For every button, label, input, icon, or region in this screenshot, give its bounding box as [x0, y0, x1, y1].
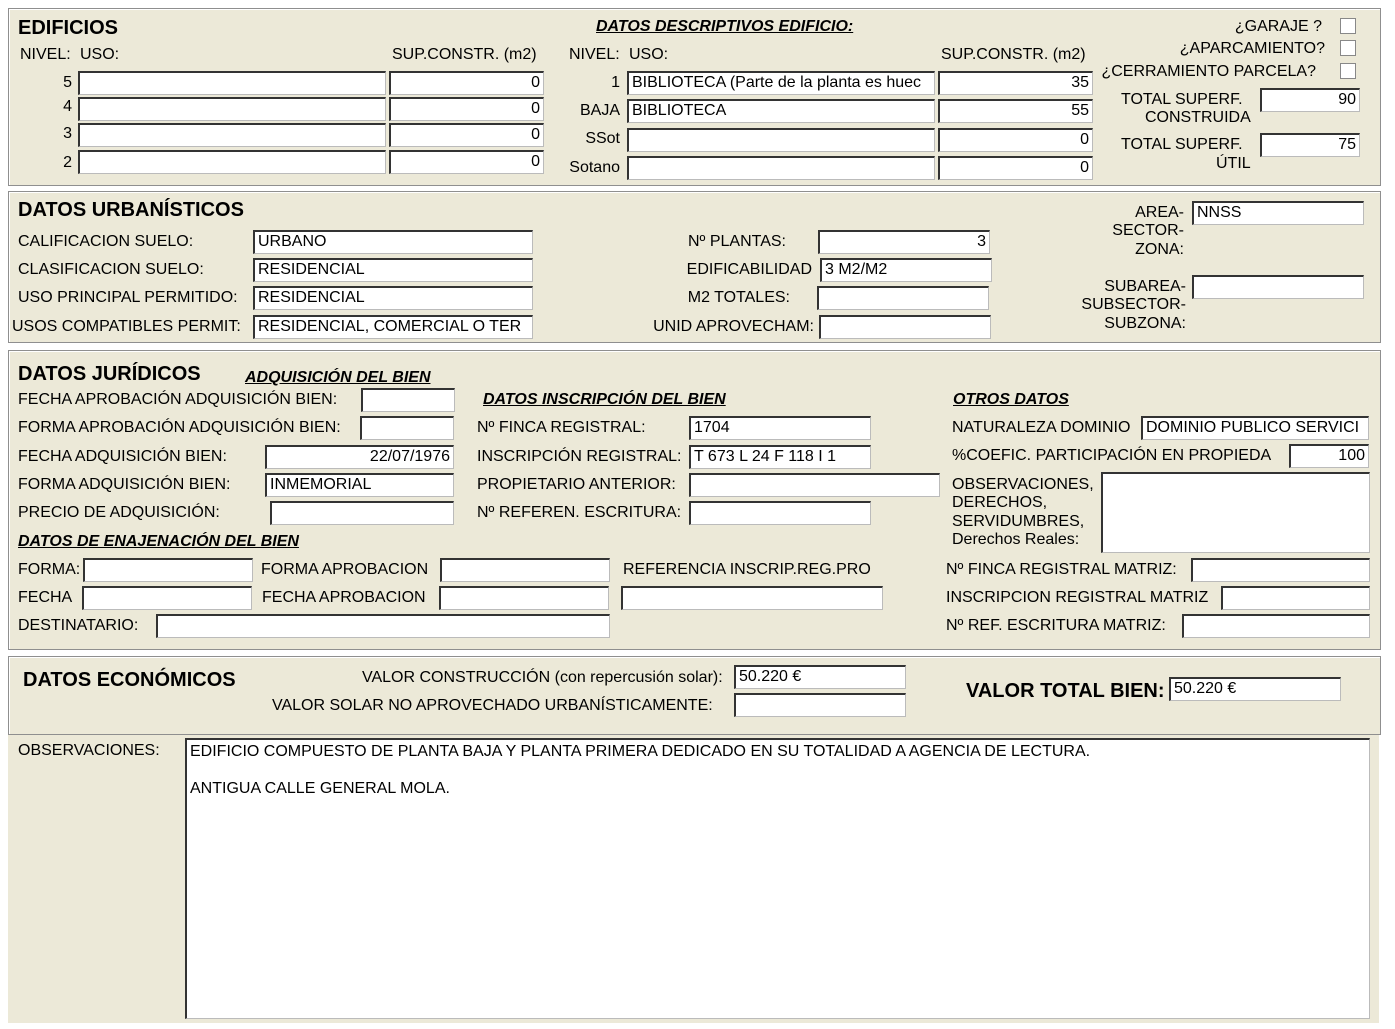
- naturaleza-label: NATURALEZA DOMINIO: [952, 419, 1131, 436]
- forma-aprob-field[interactable]: [360, 416, 454, 440]
- sup-field[interactable]: 0: [389, 150, 544, 174]
- valor-solar-field[interactable]: [734, 693, 906, 717]
- obs-juridicas-label-3: SERVIDUMBRES,: [952, 513, 1085, 530]
- nivel-label: 2: [63, 154, 72, 171]
- calificacion-field[interactable]: URBANO: [253, 230, 533, 254]
- m2-totales-label: M2 TOTALES:: [687, 289, 790, 306]
- uso-field[interactable]: BIBLIOTECA (Parte de la planta es huec: [627, 71, 935, 95]
- total-construida-label-1: TOTAL SUPERF.: [1121, 91, 1243, 108]
- forma-aprobacion-label: FORMA APROBACION: [261, 561, 429, 578]
- sup-field[interactable]: 55: [938, 99, 1093, 123]
- total-util-field[interactable]: 75: [1260, 133, 1360, 157]
- fecha-aprobacion-field[interactable]: [439, 586, 609, 610]
- total-construida-field[interactable]: 90: [1260, 88, 1360, 112]
- precio-field[interactable]: [270, 501, 454, 525]
- uso-field[interactable]: [78, 123, 386, 147]
- sup-field[interactable]: 0: [938, 128, 1093, 152]
- nivel-label: 4: [63, 98, 72, 115]
- uso-header-left: USO:: [80, 46, 120, 63]
- ref-inscrip-label: REFERENCIA INSCRIP.REG.PRO: [623, 561, 871, 578]
- forma-aprob-label: FORMA APROBACIÓN ADQUISICIÓN BIEN:: [18, 419, 341, 436]
- juridicos-title: DATOS JURÍDICOS: [18, 363, 201, 385]
- economicos-title: DATOS ECONÓMICOS: [23, 669, 236, 691]
- cerramiento-checkbox[interactable]: [1340, 63, 1356, 79]
- edificabilidad-field[interactable]: 3 M2/M2: [820, 258, 992, 282]
- ref-matriz-label: Nº REF. ESCRITURA MATRIZ:: [946, 617, 1166, 634]
- nivel-header-left: NIVEL:: [20, 46, 71, 63]
- valor-construccion-field[interactable]: 50.220 €: [734, 665, 906, 689]
- sup-field[interactable]: 0: [389, 123, 544, 147]
- sup-field[interactable]: 35: [938, 71, 1093, 95]
- uso-field[interactable]: [78, 71, 386, 95]
- total-construida-label-2: CONSTRUIDA: [1145, 109, 1251, 126]
- total-util-label-2: ÚTIL: [1216, 155, 1251, 172]
- forma-aprobacion-field[interactable]: [440, 558, 610, 582]
- sup-header-right: SUP.CONSTR. (m2): [941, 46, 1086, 63]
- sup-field[interactable]: 0: [938, 156, 1093, 180]
- plantas-label: Nº PLANTAS:: [687, 233, 786, 250]
- obs-juridicas-label-1: OBSERVACIONES,: [952, 476, 1094, 493]
- valor-solar-label: VALOR SOLAR NO APROVECHADO URBANÍSTICAMENTE:: [272, 697, 713, 714]
- finca-label: Nº FINCA REGISTRAL:: [477, 419, 646, 436]
- m2-totales-field[interactable]: [817, 286, 989, 310]
- uso-field[interactable]: [627, 156, 935, 180]
- observaciones-label: OBSERVACIONES:: [18, 742, 160, 759]
- enajenacion-title: DATOS DE ENAJENACIÓN DEL BIEN: [18, 533, 299, 550]
- destinatario-label: DESTINATARIO:: [18, 617, 139, 634]
- subarea-label-1: SUBAREA-: [1104, 278, 1186, 295]
- nivel-label: SSot: [585, 130, 620, 147]
- total-util-label-1: TOTAL SUPERF.: [1121, 136, 1243, 153]
- fecha-adq-field[interactable]: 22/07/1976: [265, 445, 454, 469]
- nivel-label: BAJA: [579, 102, 620, 119]
- fecha-aprob-label: FECHA APROBACIÓN ADQUISICIÓN BIEN:: [18, 391, 338, 408]
- uso-field[interactable]: BIBLIOTECA: [627, 99, 935, 123]
- nivel-label: 1: [611, 74, 620, 91]
- coefic-field[interactable]: 100: [1289, 444, 1369, 468]
- uso-field[interactable]: [78, 150, 386, 174]
- unid-aprovecham-label: UNID APROVECHAM:: [653, 318, 814, 335]
- valor-construccion-label: VALOR CONSTRUCCIÓN (con repercusión solar):: [362, 669, 723, 686]
- aparcamiento-checkbox[interactable]: [1340, 40, 1356, 56]
- area-label-3: ZONA:: [1135, 241, 1184, 258]
- fecha-field[interactable]: [82, 586, 252, 610]
- uso-principal-label: USO PRINCIPAL PERMITIDO:: [18, 289, 238, 306]
- calificacion-label: CALIFICACION SUELO:: [18, 233, 194, 250]
- nivel-label: 3: [63, 125, 72, 142]
- forma-adq-field[interactable]: INMEMORIAL: [265, 473, 454, 497]
- ref-inscrip-field[interactable]: [621, 586, 883, 610]
- observaciones-field[interactable]: [185, 738, 1370, 1019]
- edificabilidad-label: EDIFICABILIDAD: [686, 261, 812, 278]
- finca-field[interactable]: 1704: [689, 416, 871, 440]
- garaje-label: ¿GARAJE ?: [1234, 18, 1322, 35]
- otros-title: OTROS DATOS: [953, 391, 1069, 408]
- insc-matriz-field[interactable]: [1221, 586, 1370, 610]
- propietario-label: PROPIETARIO ANTERIOR:: [477, 476, 676, 493]
- clasificacion-field[interactable]: RESIDENCIAL: [253, 258, 533, 282]
- observaciones-line-1: EDIFICIO COMPUESTO DE PLANTA BAJA Y PLANTA PRIMERA DEDICADO EN SU TOTALIDAD A AGENCIA DE LECTURA.: [190, 743, 1091, 760]
- uso-field[interactable]: [78, 97, 386, 121]
- obs-juridicas-field[interactable]: [1101, 472, 1370, 553]
- clasificacion-label: CLASIFICACION SUELO:: [18, 261, 204, 278]
- propietario-field[interactable]: [689, 473, 940, 497]
- forma-field[interactable]: [83, 558, 253, 582]
- coefic-label: %COEFIC. PARTICIPACIÓN EN PROPIEDA: [952, 447, 1272, 464]
- obs-juridicas-label-4: Derechos Reales:: [952, 531, 1080, 548]
- usos-compatibles-label: USOS COMPATIBLES PERMIT:: [12, 318, 241, 335]
- insc-reg-field[interactable]: T 673 L 24 F 118 I 1: [689, 445, 871, 469]
- nivel-label: Sotano: [569, 159, 620, 176]
- plantas-field[interactable]: 3: [818, 230, 990, 254]
- subarea-label-3: SUBZONA:: [1104, 315, 1186, 332]
- finca-matriz-label: Nº FINCA REGISTRAL MATRIZ:: [946, 561, 1177, 578]
- uso-principal-field[interactable]: RESIDENCIAL: [253, 286, 533, 310]
- area-label-2: SECTOR-: [1112, 222, 1184, 239]
- uso-field[interactable]: [627, 128, 935, 152]
- adquisicion-title: ADQUISICIÓN DEL BIEN: [245, 369, 431, 386]
- unid-aprovecham-field[interactable]: [819, 315, 991, 339]
- nivel-label: 5: [63, 74, 72, 91]
- sup-field[interactable]: 0: [389, 71, 544, 95]
- observaciones-line-2: ANTIGUA CALLE GENERAL MOLA.: [190, 780, 450, 797]
- referen-field[interactable]: [689, 501, 871, 525]
- subarea-field[interactable]: [1192, 275, 1364, 299]
- finca-matriz-field[interactable]: [1191, 558, 1370, 582]
- cerramiento-label: ¿CERRAMIENTO PARCELA?: [1101, 63, 1316, 80]
- forma-adq-label: FORMA ADQUISICIÓN BIEN:: [18, 476, 231, 493]
- destinatario-field[interactable]: [156, 614, 610, 638]
- forma-label: FORMA:: [18, 561, 81, 578]
- insc-matriz-label: INSCRIPCION REGISTRAL MATRIZ: [946, 589, 1209, 606]
- precio-label: PRECIO DE ADQUISICIÓN:: [18, 504, 220, 521]
- edificios-title: EDIFICIOS: [18, 17, 119, 39]
- area-field[interactable]: NNSS: [1192, 201, 1364, 225]
- aparcamiento-label: ¿APARCAMIENTO?: [1179, 40, 1325, 57]
- fecha-aprobacion-label: FECHA APROBACION: [262, 589, 426, 606]
- urbanisticos-title: DATOS URBANÍSTICOS: [18, 199, 244, 221]
- insc-reg-label: INSCRIPCIÓN REGISTRAL:: [477, 448, 682, 465]
- usos-compatibles-field[interactable]: RESIDENCIAL, COMERCIAL O TER: [253, 315, 533, 339]
- sup-header-left: SUP.CONSTR. (m2): [392, 46, 537, 63]
- ref-matriz-field[interactable]: [1182, 614, 1370, 638]
- referen-label: Nº REFEREN. ESCRITURA:: [477, 504, 682, 521]
- garaje-checkbox[interactable]: [1340, 18, 1356, 34]
- uso-header-right: USO:: [629, 46, 669, 63]
- datos-descriptivos-title: DATOS DESCRIPTIVOS EDIFICIO:: [596, 18, 854, 35]
- naturaleza-field[interactable]: DOMINIO PUBLICO SERVICI: [1141, 416, 1369, 440]
- fecha-adq-label: FECHA ADQUISICIÓN BIEN:: [18, 448, 227, 465]
- nivel-header-right: NIVEL:: [569, 46, 620, 63]
- inscripcion-title: DATOS INSCRIPCIÓN DEL BIEN: [483, 391, 726, 408]
- area-label-1: AREA-: [1135, 204, 1184, 221]
- valor-total-field[interactable]: 50.220 €: [1169, 677, 1341, 701]
- sup-field[interactable]: 0: [389, 97, 544, 121]
- subarea-label-2: SUBSECTOR-: [1081, 296, 1186, 313]
- valor-total-label: VALOR TOTAL BIEN:: [966, 680, 1165, 702]
- obs-juridicas-label-2: DERECHOS,: [952, 494, 1048, 511]
- fecha-label: FECHA: [18, 589, 73, 606]
- fecha-aprob-field[interactable]: [361, 388, 455, 412]
